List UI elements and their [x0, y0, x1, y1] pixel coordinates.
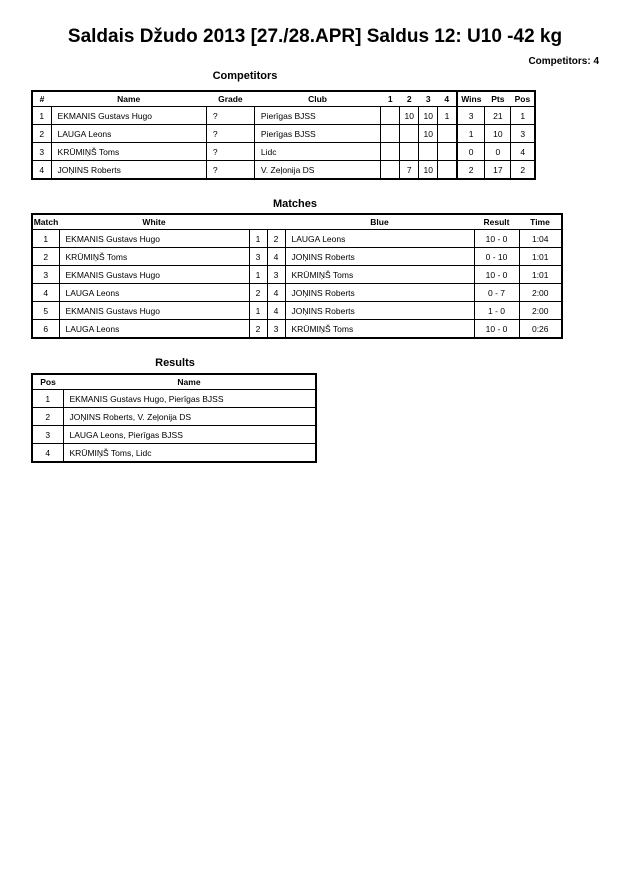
points-cell: 10	[485, 125, 511, 143]
score-cell	[438, 161, 457, 180]
competitor-club: Pierīgas BJSS	[254, 107, 380, 125]
match-number: 5	[32, 302, 59, 320]
white-name: LAUGA Leons	[59, 284, 249, 302]
col-header: Name	[63, 374, 316, 390]
blue-name: JOŅINS Roberts	[285, 248, 474, 266]
match-result: 0 - 7	[474, 284, 519, 302]
competitors-caption: Competitors	[212, 70, 278, 82]
competitor-name: JOŅINS Roberts	[51, 161, 206, 180]
wins-cell: 2	[457, 161, 485, 180]
match-result: 0 - 10	[474, 248, 519, 266]
points-cell: 0	[485, 143, 511, 161]
col-header: Blue	[285, 214, 474, 230]
col-header: 3	[419, 91, 438, 107]
col-header: Time	[519, 214, 562, 230]
points-cell: 17	[485, 161, 511, 180]
match-time: 2:00	[519, 284, 562, 302]
result-name: EKMANIS Gustavs Hugo, Pierīgas BJSS	[63, 390, 316, 408]
score-cell	[438, 125, 457, 143]
table-row	[32, 107, 535, 125]
competitors-table	[31, 90, 536, 180]
score-cell: 10	[419, 161, 438, 180]
competitor-grade: ?	[206, 143, 254, 161]
col-header: Grade	[206, 91, 254, 107]
match-number: 2	[32, 248, 59, 266]
col-header: White	[59, 214, 249, 230]
competitor-name: KRŪMIŅŠ Toms	[51, 143, 206, 161]
white-number: 2	[249, 284, 267, 302]
result-position: 4	[32, 444, 63, 463]
position-cell: 4	[511, 143, 535, 161]
page-title: Saldais Džudo 2013 [27./28.APR] Saldus 12: U10 -42 kg	[67, 26, 563, 47]
competitor-name: LAUGA Leons	[51, 125, 206, 143]
table-row	[32, 125, 535, 143]
competitor-number: 4	[32, 161, 51, 180]
score-cell	[381, 125, 400, 143]
white-number: 3	[249, 248, 267, 266]
white-number: 1	[249, 266, 267, 284]
col-header: #	[32, 91, 51, 107]
white-name: EKMANIS Gustavs Hugo	[59, 302, 249, 320]
score-cell	[400, 143, 419, 161]
result-name: KRŪMIŅŠ Toms, Lidc	[63, 444, 316, 463]
score-cell	[438, 143, 457, 161]
col-header: 2	[400, 91, 419, 107]
table-row	[32, 266, 562, 284]
table-row	[32, 390, 316, 408]
matches-caption: Matches	[272, 198, 318, 210]
score-cell	[381, 161, 400, 180]
competitor-club: Lidc	[254, 143, 380, 161]
match-number: 3	[32, 266, 59, 284]
points-cell: 21	[485, 107, 511, 125]
competitor-number: 3	[32, 143, 51, 161]
score-cell	[400, 125, 419, 143]
match-number: 6	[32, 320, 59, 339]
col-header: Name	[51, 91, 206, 107]
match-result: 10 - 0	[474, 320, 519, 339]
col-header: 1	[381, 91, 400, 107]
blue-name: JOŅINS Roberts	[285, 302, 474, 320]
white-name: KRŪMIŅŠ Toms	[59, 248, 249, 266]
table-row	[32, 143, 535, 161]
col-header: Match	[32, 214, 59, 230]
score-cell: 10	[419, 107, 438, 125]
table-row	[32, 284, 562, 302]
competitor-grade: ?	[206, 161, 254, 180]
blue-name: LAUGA Leons	[285, 230, 474, 248]
wins-cell: 3	[457, 107, 485, 125]
white-name: LAUGA Leons	[59, 320, 249, 339]
competitor-club: V. Zeļonija DS	[254, 161, 380, 180]
col-header: Pts	[485, 91, 511, 107]
table-row	[32, 302, 562, 320]
result-position: 3	[32, 426, 63, 444]
result-name: JOŅINS Roberts, V. Zeļonija DS	[63, 408, 316, 426]
score-cell	[419, 143, 438, 161]
match-time: 1:04	[519, 230, 562, 248]
blue-name: JOŅINS Roberts	[285, 284, 474, 302]
table-row	[32, 230, 562, 248]
competitors-header-row	[32, 91, 535, 107]
match-result: 10 - 0	[474, 230, 519, 248]
matches-header-row	[32, 214, 562, 230]
position-cell: 1	[511, 107, 535, 125]
col-header: 4	[438, 91, 457, 107]
col-header: Result	[474, 214, 519, 230]
match-number: 4	[32, 284, 59, 302]
match-time: 2:00	[519, 302, 562, 320]
blue-number: 4	[267, 302, 285, 320]
match-time: 0:26	[519, 320, 562, 339]
competitor-grade: ?	[206, 107, 254, 125]
score-cell: 10	[400, 107, 419, 125]
score-cell	[381, 107, 400, 125]
results-caption: Results	[155, 357, 195, 369]
col-header: Pos	[32, 374, 63, 390]
competitor-grade: ?	[206, 125, 254, 143]
table-row	[32, 320, 562, 339]
competitor-name: EKMANIS Gustavs Hugo	[51, 107, 206, 125]
col-header: Wins	[457, 91, 485, 107]
position-cell: 3	[511, 125, 535, 143]
competitor-number: 2	[32, 125, 51, 143]
white-number: 1	[249, 302, 267, 320]
white-number: 1	[249, 230, 267, 248]
score-cell: 10	[419, 125, 438, 143]
col-header: Club	[254, 91, 380, 107]
result-position: 1	[32, 390, 63, 408]
match-result: 10 - 0	[474, 266, 519, 284]
table-row	[32, 248, 562, 266]
competitor-club: Pierīgas BJSS	[254, 125, 380, 143]
match-time: 1:01	[519, 266, 562, 284]
col-header: Pos	[511, 91, 535, 107]
blue-number: 4	[267, 248, 285, 266]
score-cell	[381, 143, 400, 161]
blue-name: KRŪMIŅŠ Toms	[285, 266, 474, 284]
white-name: EKMANIS Gustavs Hugo	[59, 266, 249, 284]
match-time: 1:01	[519, 248, 562, 266]
blue-number: 3	[267, 320, 285, 339]
table-row	[32, 161, 535, 180]
score-cell: 1	[438, 107, 457, 125]
white-number: 2	[249, 320, 267, 339]
white-name: EKMANIS Gustavs Hugo	[59, 230, 249, 248]
blue-number: 3	[267, 266, 285, 284]
table-row	[32, 408, 316, 426]
match-number: 1	[32, 230, 59, 248]
table-row	[32, 426, 316, 444]
results-header-row	[32, 374, 316, 390]
competitors-count: Competitors: 4	[528, 56, 599, 67]
score-cell: 7	[400, 161, 419, 180]
competitor-number: 1	[32, 107, 51, 125]
table-row	[32, 444, 316, 463]
wins-cell: 0	[457, 143, 485, 161]
results-table	[31, 373, 317, 463]
blue-name: KRŪMIŅŠ Toms	[285, 320, 474, 339]
matches-table	[31, 213, 563, 339]
blue-number: 2	[267, 230, 285, 248]
result-position: 2	[32, 408, 63, 426]
match-result: 1 - 0	[474, 302, 519, 320]
blue-number: 4	[267, 284, 285, 302]
result-name: LAUGA Leons, Pierīgas BJSS	[63, 426, 316, 444]
wins-cell: 1	[457, 125, 485, 143]
position-cell: 2	[511, 161, 535, 180]
